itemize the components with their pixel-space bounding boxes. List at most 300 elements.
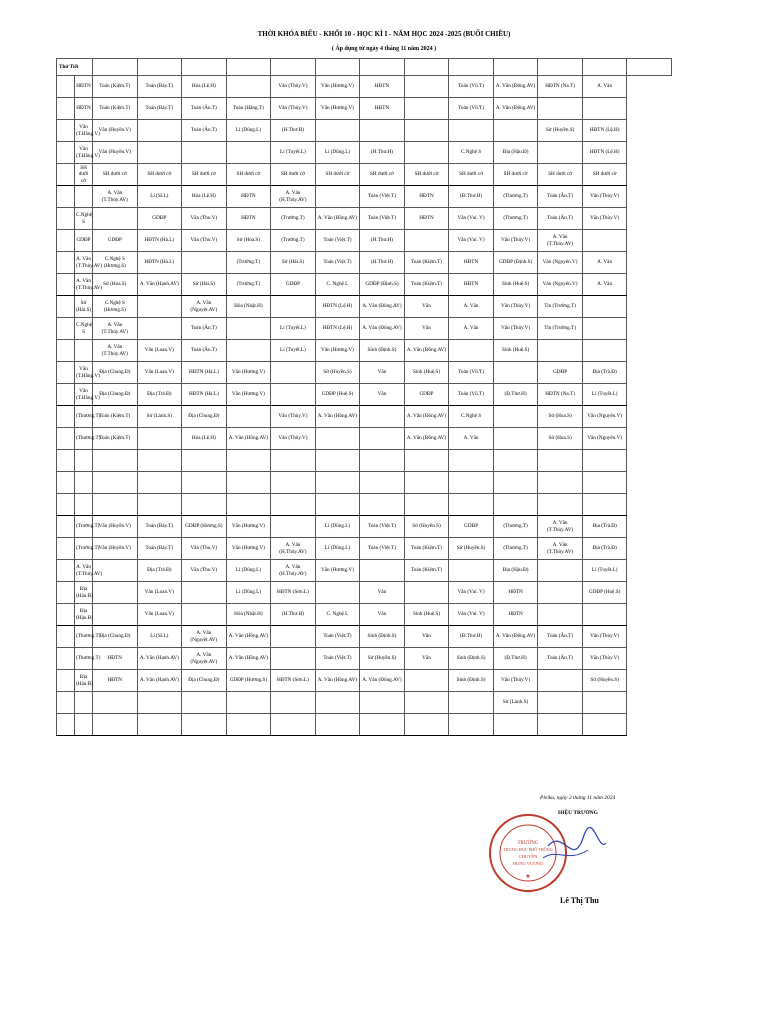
schedule-cell: GDĐP (Định.S)	[360, 274, 405, 296]
row-label-cell: GDĐP	[75, 230, 93, 252]
schedule-cell: Sử (Lành.S)	[493, 692, 538, 714]
row-label-cell	[75, 450, 93, 472]
schedule-cell: Lí (Tuyết.L)	[582, 384, 627, 406]
row-label-cell	[57, 582, 75, 604]
schedule-cell: Văn (Loan.V)	[137, 362, 182, 384]
schedule-cell	[582, 318, 627, 340]
row-label-cell	[57, 450, 75, 472]
schedule-cell	[137, 450, 182, 472]
schedule-cell: GDĐP	[271, 274, 316, 296]
schedule-cell: Sử (Hoa.S)	[538, 428, 583, 450]
schedule-cell: Văn (Nguyên.V)	[582, 406, 627, 428]
schedule-cell: Văn (Hương.V)	[226, 384, 271, 406]
table-row	[57, 384, 672, 406]
schedule-cell	[404, 450, 449, 472]
schedule-cell: HĐTN (Sơn.L)	[271, 670, 316, 692]
schedule-cell	[137, 692, 182, 714]
schedule-cell: Văn (Thủy.V)	[493, 230, 538, 252]
table-row	[57, 230, 672, 252]
schedule-cell: Toán (Vũ.T)	[449, 98, 494, 120]
schedule-cell: Sử (Hoa.S)	[226, 230, 271, 252]
schedule-cell: A. Văn (Hạnh.AV)	[137, 670, 182, 692]
schedule-cell: C.Nghệ S (Hương.S)	[93, 252, 138, 274]
schedule-cell	[315, 494, 360, 516]
table-row	[57, 142, 672, 164]
schedule-cell: GDĐP	[404, 384, 449, 406]
schedule-cell: Văn (Thùy.V)	[271, 98, 316, 120]
schedule-cell: Lí (Dũng.L)	[315, 142, 360, 164]
schedule-cell: SH dưới cờ	[315, 164, 360, 186]
schedule-cell	[582, 494, 627, 516]
schedule-cell	[182, 494, 227, 516]
schedule-cell	[226, 692, 271, 714]
schedule-cell: Văn	[404, 626, 449, 648]
row-label-cell	[57, 538, 75, 560]
schedule-cell: Sử (Huyền.S)	[315, 362, 360, 384]
row-label-cell	[57, 494, 75, 516]
schedule-cell: Văn	[404, 648, 449, 670]
row-label-cell	[75, 186, 93, 208]
schedule-cell	[226, 340, 271, 362]
schedule-cell	[137, 120, 182, 142]
schedule-cell: Địa (Trà.Đ)	[582, 516, 627, 538]
schedule-cell	[449, 120, 494, 142]
schedule-cell	[226, 472, 271, 494]
schedule-cell	[93, 472, 138, 494]
footer-date: Pleiku, ngày 2 tháng 11 năm 2024	[540, 795, 616, 801]
schedule-cell: HĐTN (Na.T)	[538, 384, 583, 406]
schedule-cell: Lí (Tuyết.L)	[582, 560, 627, 582]
schedule-cell	[582, 230, 627, 252]
schedule-cell: Địa (Chung.Đ)	[182, 406, 227, 428]
table-row	[57, 604, 672, 626]
schedule-cell	[404, 142, 449, 164]
schedule-cell	[360, 120, 405, 142]
schedule-cell: Sử (Huyền.S)	[404, 516, 449, 538]
row-label-cell	[75, 714, 93, 736]
schedule-cell: HĐTN (Lệ.H)	[582, 120, 627, 142]
schedule-cell: Sinh (Huệ.S)	[404, 362, 449, 384]
schedule-cell: A. Văn (H.Thủy.AV)	[271, 186, 316, 208]
schedule-cell	[93, 692, 138, 714]
signer-name: Lê Thị Thu	[560, 896, 599, 905]
schedule-cell: Toán (Việt.T)	[360, 516, 405, 538]
schedule-cell: Sử (Huyền.S)	[582, 670, 627, 692]
schedule-cell: Văn (Vui. V)	[449, 604, 494, 626]
schedule-cell	[404, 230, 449, 252]
schedule-cell: A. Văn (Đông.AV)	[360, 670, 405, 692]
schedule-cell	[271, 648, 316, 670]
schedule-cell: Toán (Vũ.T)	[449, 362, 494, 384]
schedule-cell	[449, 494, 494, 516]
schedule-cell: Văn (Nguyên.V)	[538, 252, 583, 274]
schedule-cell: Toán (Ân.T)	[182, 318, 227, 340]
row-label-cell: Văn (T.Hằng.V)	[75, 362, 93, 384]
schedule-cell	[404, 472, 449, 494]
principal-title: HIỆU TRƯỞNG	[558, 810, 598, 816]
table-row	[57, 538, 672, 560]
schedule-cell: Toán (Kiệm.T)	[93, 428, 138, 450]
table-row	[57, 120, 672, 142]
schedule-cell: Văn (Loan.V)	[137, 582, 182, 604]
row-label-cell	[57, 560, 75, 582]
schedule-cell	[493, 472, 538, 494]
schedule-cell: Sinh (Huệ.S)	[493, 340, 538, 362]
schedule-cell: Văn (Thu.V)	[182, 538, 227, 560]
table-row	[57, 208, 672, 230]
schedule-cell: HĐTN (Sơn.L)	[271, 582, 316, 604]
schedule-cell: HĐTN	[226, 208, 271, 230]
schedule-cell: C. Nghệ L	[315, 604, 360, 626]
schedule-cell	[271, 296, 316, 318]
schedule-cell: A. Văn (Hồng.AV)	[226, 428, 271, 450]
schedule-cell	[93, 604, 138, 626]
schedule-cell: GDĐP	[93, 230, 138, 252]
table-row	[57, 516, 672, 538]
schedule-cell	[137, 296, 182, 318]
schedule-cell: A. Văn (T.Thủy.AV)	[538, 516, 583, 538]
schedule-cell	[493, 714, 538, 736]
schedule-cell: (Đ.Thư.H)	[449, 186, 494, 208]
schedule-cell: Văn (Hương.V)	[315, 340, 360, 362]
table-row	[57, 472, 672, 494]
schedule-cell	[137, 318, 182, 340]
schedule-cell: Địa (Chung.Đ)	[93, 626, 138, 648]
schedule-cell: (Trường.T)	[271, 208, 316, 230]
table-row	[57, 362, 672, 384]
schedule-cell: A. Văn (T.Thủy.AV)	[93, 340, 138, 362]
schedule-cell: Văn (Huyền.V)	[93, 538, 138, 560]
schedule-cell: SH dưới cờ	[182, 164, 227, 186]
row-label-cell	[57, 142, 75, 164]
schedule-cell: Toán (Ân.T)	[182, 120, 227, 142]
schedule-cell: Địa (Trà.Đ)	[137, 384, 182, 406]
schedule-cell: (Trường.T)	[226, 274, 271, 296]
schedule-cell: Lí (Dũng.L)	[315, 516, 360, 538]
schedule-cell: A. Văn (Hồng.AV)	[226, 648, 271, 670]
schedule-cell: SH dưới cờ	[360, 164, 405, 186]
schedule-cell: Địa (Trà.Đ)	[137, 560, 182, 582]
schedule-cell	[582, 604, 627, 626]
schedule-cell: Sinh (Huệ.S)	[493, 274, 538, 296]
schedule-cell	[182, 714, 227, 736]
schedule-cell: SH dưới cờ	[493, 164, 538, 186]
schedule-cell	[538, 494, 583, 516]
schedule-cell: Văn (Huyền.V)	[93, 120, 138, 142]
schedule-cell: (Thương.T)	[493, 538, 538, 560]
schedule-cell: Văn	[404, 296, 449, 318]
schedule-cell: A. Văn (Đông.AV)	[360, 318, 405, 340]
table-row	[57, 296, 672, 318]
schedule-cell: A. Văn (Nguyệt.AV)	[182, 648, 227, 670]
schedule-cell: C. Nghệ L	[315, 274, 360, 296]
schedule-cell: Toán (Kiệm.T)	[93, 98, 138, 120]
schedule-cell	[360, 494, 405, 516]
schedule-cell: Văn (Vui. V)	[449, 582, 494, 604]
table-row	[57, 340, 672, 362]
schedule-cell: Văn (Thu.V)	[182, 208, 227, 230]
schedule-cell: HĐTN (Hà.L)	[137, 252, 182, 274]
schedule-cell	[449, 714, 494, 736]
schedule-cell: HĐTN (Hà.L)	[182, 362, 227, 384]
row-label-cell	[57, 626, 75, 648]
schedule-cell: A. Văn (Đông.AV)	[493, 626, 538, 648]
row-label-cell: C.Nghệ S	[75, 318, 93, 340]
row-label-cell: Văn (T.Hằng.V)	[75, 384, 93, 406]
schedule-cell: SH dưới cờ	[449, 164, 494, 186]
schedule-cell: Toán (Ân.T)	[538, 186, 583, 208]
schedule-cell	[582, 714, 627, 736]
schedule-cell: Văn (Hương.V)	[226, 362, 271, 384]
row-label-cell: Văn (T.Hằng.V)	[75, 142, 93, 164]
schedule-cell: Toán (Kiệm.T)	[93, 76, 138, 98]
schedule-cell: Lí (Dũng.L)	[315, 538, 360, 560]
schedule-cell	[538, 472, 583, 494]
row-label-cell	[57, 164, 75, 186]
schedule-cell: Hóa (Lệ.H)	[182, 186, 227, 208]
schedule-cell: A. Văn (Nguyệt.AV)	[182, 296, 227, 318]
table-row	[57, 186, 672, 208]
schedule-cell: GDĐP (Huệ.S)	[582, 582, 627, 604]
schedule-cell: HĐTN (Hà.L)	[182, 384, 227, 406]
schedule-cell	[226, 450, 271, 472]
schedule-cell: A. Văn (T.Thủy.AV)	[538, 538, 583, 560]
row-label-cell	[57, 296, 75, 318]
schedule-cell: Sinh (Định.S)	[360, 340, 405, 362]
table-row	[57, 98, 672, 120]
schedule-cell: Toán (Ân.T)	[182, 98, 227, 120]
schedule-cell	[493, 406, 538, 428]
table-row	[57, 450, 672, 472]
schedule-cell	[404, 98, 449, 120]
row-label-cell	[57, 516, 75, 538]
schedule-cell: Sử (Hoa.S)	[538, 406, 583, 428]
schedule-cell	[315, 450, 360, 472]
schedule-cell	[582, 296, 627, 318]
schedule-cell	[226, 406, 271, 428]
schedule-cell: HĐTN	[360, 76, 405, 98]
schedule-cell	[182, 450, 227, 472]
schedule-cell: SH dưới cờ	[404, 164, 449, 186]
schedule-cell: HĐTN	[404, 186, 449, 208]
schedule-cell: Văn (Vui. V)	[449, 230, 494, 252]
schedule-cell: Sử (Huyền.S)	[449, 538, 494, 560]
schedule-cell: HĐTN (Hà.L)	[137, 230, 182, 252]
schedule-cell	[582, 450, 627, 472]
schedule-cell: Toán (Việt.T)	[315, 252, 360, 274]
schedule-cell	[582, 340, 627, 362]
schedule-cell: Hóa (Lệ.H)	[182, 428, 227, 450]
schedule-cell	[582, 692, 627, 714]
row-label-cell: SH dưới cờ	[75, 164, 93, 186]
schedule-cell: GDĐP	[449, 516, 494, 538]
table-row	[57, 406, 672, 428]
schedule-cell: HĐTN	[93, 648, 138, 670]
schedule-cell: (Đ.Thư.H)	[493, 648, 538, 670]
schedule-cell: SH dưới cờ	[93, 164, 138, 186]
schedule-cell	[315, 472, 360, 494]
row-label-cell: Sử (Hải.S)	[75, 296, 93, 318]
svg-text:TRUNG HỌC PHỔ THÔNG: TRUNG HỌC PHỔ THÔNG	[503, 847, 553, 852]
schedule-cell	[449, 560, 494, 582]
row-label-cell	[57, 384, 75, 406]
schedule-cell: Văn (Vui. V)	[449, 208, 494, 230]
schedule-cell: Toán (Hằng.T)	[226, 98, 271, 120]
schedule-cell: (Thương.T)	[493, 186, 538, 208]
row-label-cell	[75, 692, 93, 714]
schedule-cell	[315, 692, 360, 714]
header-row	[57, 59, 672, 76]
schedule-cell	[449, 692, 494, 714]
row-label-cell	[57, 230, 75, 252]
svg-text:★: ★	[525, 874, 531, 880]
schedule-cell	[538, 98, 583, 120]
row-label-cell	[57, 714, 75, 736]
row-label-cell	[57, 406, 75, 428]
schedule-cell: HĐTN (Lệ.H)	[582, 142, 627, 164]
schedule-cell: Văn (Huyền.V)	[93, 142, 138, 164]
schedule-cell: Toán (Việt.T)	[360, 538, 405, 560]
schedule-cell: A. Văn (T.Thủy.AV)	[93, 186, 138, 208]
schedule-cell: Toán (Vũ.T)	[449, 76, 494, 98]
schedule-cell: HĐTN	[360, 98, 405, 120]
schedule-cell: Văn (Thủy.V)	[493, 318, 538, 340]
row-label-cell	[75, 494, 93, 516]
row-label-cell	[57, 670, 75, 692]
schedule-cell: HĐTN	[493, 582, 538, 604]
row-label-cell	[57, 604, 75, 626]
schedule-cell	[360, 428, 405, 450]
schedule-cell	[271, 472, 316, 494]
schedule-cell: Văn (Thủy.V)	[493, 670, 538, 692]
schedule-cell: HĐTN	[93, 670, 138, 692]
schedule-cell	[93, 450, 138, 472]
table-row	[57, 692, 672, 714]
row-label-cell: HĐTN	[75, 76, 93, 98]
schedule-cell	[315, 186, 360, 208]
page-subtitle: ( Áp dụng từ ngày 4 tháng 11 năm 2024 )	[331, 46, 437, 52]
schedule-cell: Sinh (Định.S)	[449, 648, 494, 670]
schedule-cell: A. Văn (Đông.AV)	[404, 340, 449, 362]
schedule-cell	[360, 472, 405, 494]
schedule-cell	[271, 714, 316, 736]
schedule-cell: (Trường.T)	[226, 252, 271, 274]
schedule-cell: Sử (Huyền.S)	[360, 648, 405, 670]
schedule-cell	[493, 428, 538, 450]
schedule-cell	[137, 472, 182, 494]
table-row	[57, 626, 672, 648]
schedule-cell: SH dưới cờ	[226, 164, 271, 186]
schedule-cell: Toán (Bảy.T)	[137, 516, 182, 538]
schedule-cell: Văn (Loan.V)	[137, 604, 182, 626]
schedule-cell: A. Văn (H.Thủy.AV)	[271, 560, 316, 582]
schedule-cell	[137, 714, 182, 736]
schedule-cell: A. Văn (Đông.AV)	[493, 98, 538, 120]
schedule-cell	[582, 98, 627, 120]
schedule-cell: Sử (Hoa.S)	[93, 274, 138, 296]
schedule-cell: Tin (Trường.T)	[538, 296, 583, 318]
schedule-cell	[538, 560, 583, 582]
schedule-cell: Lí (Dũng.L)	[226, 560, 271, 582]
schedule-cell: A. Văn	[582, 252, 627, 274]
schedule-cell: Hóa (Nhật.H)	[226, 604, 271, 626]
schedule-cell	[493, 362, 538, 384]
table-row	[57, 164, 672, 186]
row-label-cell	[57, 76, 75, 98]
schedule-cell: Toán (Bảy.T)	[137, 76, 182, 98]
svg-text:TRƯỜNG: TRƯỜNG	[517, 841, 539, 846]
schedule-cell	[538, 450, 583, 472]
schedule-cell	[271, 362, 316, 384]
schedule-cell: Văn (Thùy.V)	[582, 648, 627, 670]
schedule-cell: (Thương.T)	[493, 208, 538, 230]
row-label-cell: (Trường.T)	[75, 538, 93, 560]
row-label-cell	[57, 472, 75, 494]
schedule-cell: Toán (Ân.T)	[538, 208, 583, 230]
schedule-cell: Văn (Nguyên.V)	[538, 274, 583, 296]
schedule-cell: A. Văn (Hạnh.AV)	[137, 648, 182, 670]
schedule-cell: (Trường.T)	[271, 230, 316, 252]
schedule-cell: Văn	[360, 604, 405, 626]
row-label-cell: Địa (Hậu.Đ)	[75, 582, 93, 604]
schedule-cell	[360, 714, 405, 736]
row-label-cell: (Trường.T)	[75, 516, 93, 538]
schedule-cell: HĐTN (Lệ.H)	[315, 296, 360, 318]
schedule-cell	[404, 714, 449, 736]
page-title: THỜI KHÓA BIỂU - KHỐI 10 - HỌC KÌ I - NĂM HỌC 2024 -2025 (BUỔI CHIỀU)	[257, 30, 511, 38]
schedule-cell	[137, 494, 182, 516]
schedule-cell: C.Nghệ S	[449, 406, 494, 428]
row-label-cell	[57, 362, 75, 384]
row-label-cell	[57, 692, 75, 714]
schedule-cell	[271, 494, 316, 516]
schedule-cell: Văn	[404, 318, 449, 340]
schedule-cell: Văn (Thùy.V)	[271, 428, 316, 450]
table-row	[57, 582, 672, 604]
schedule-cell: Hóa (Lệ.H)	[182, 76, 227, 98]
schedule-cell: Văn (Huyền.V)	[93, 516, 138, 538]
schedule-cell	[182, 142, 227, 164]
table-row	[57, 428, 672, 450]
schedule-cell: Toán (Vũ.T)	[449, 384, 494, 406]
schedule-cell: A. Văn (Hồng.AV)	[315, 406, 360, 428]
schedule-cell: Văn (Thùy.V)	[582, 208, 627, 230]
schedule-cell	[315, 714, 360, 736]
schedule-cell: GDĐP	[137, 208, 182, 230]
schedule-cell: Lí (Tuyết.L)	[271, 340, 316, 362]
schedule-cell	[93, 494, 138, 516]
schedule-cell: Sử (Hải.S)	[182, 274, 227, 296]
schedule-cell	[360, 406, 405, 428]
schedule-cell	[271, 626, 316, 648]
schedule-cell: Sinh (Định.S)	[449, 670, 494, 692]
schedule-cell: Văn (Thùy.V)	[582, 626, 627, 648]
schedule-cell: Văn (Nguyên.V)	[582, 428, 627, 450]
schedule-cell: (H.Thư.H)	[360, 252, 405, 274]
schedule-cell	[182, 472, 227, 494]
table-row	[57, 714, 672, 736]
schedule-cell: A. Văn (Hồng.AV)	[315, 670, 360, 692]
row-label-cell	[57, 186, 75, 208]
schedule-cell	[226, 76, 271, 98]
schedule-cell: GDĐP	[538, 362, 583, 384]
schedule-cell: HĐTN	[493, 604, 538, 626]
schedule-cell	[360, 692, 405, 714]
table-row	[57, 648, 672, 670]
schedule-cell: Sinh (Định.S)	[360, 626, 405, 648]
schedule-cell: Địa (Trà.Đ)	[582, 538, 627, 560]
schedule-cell	[271, 450, 316, 472]
